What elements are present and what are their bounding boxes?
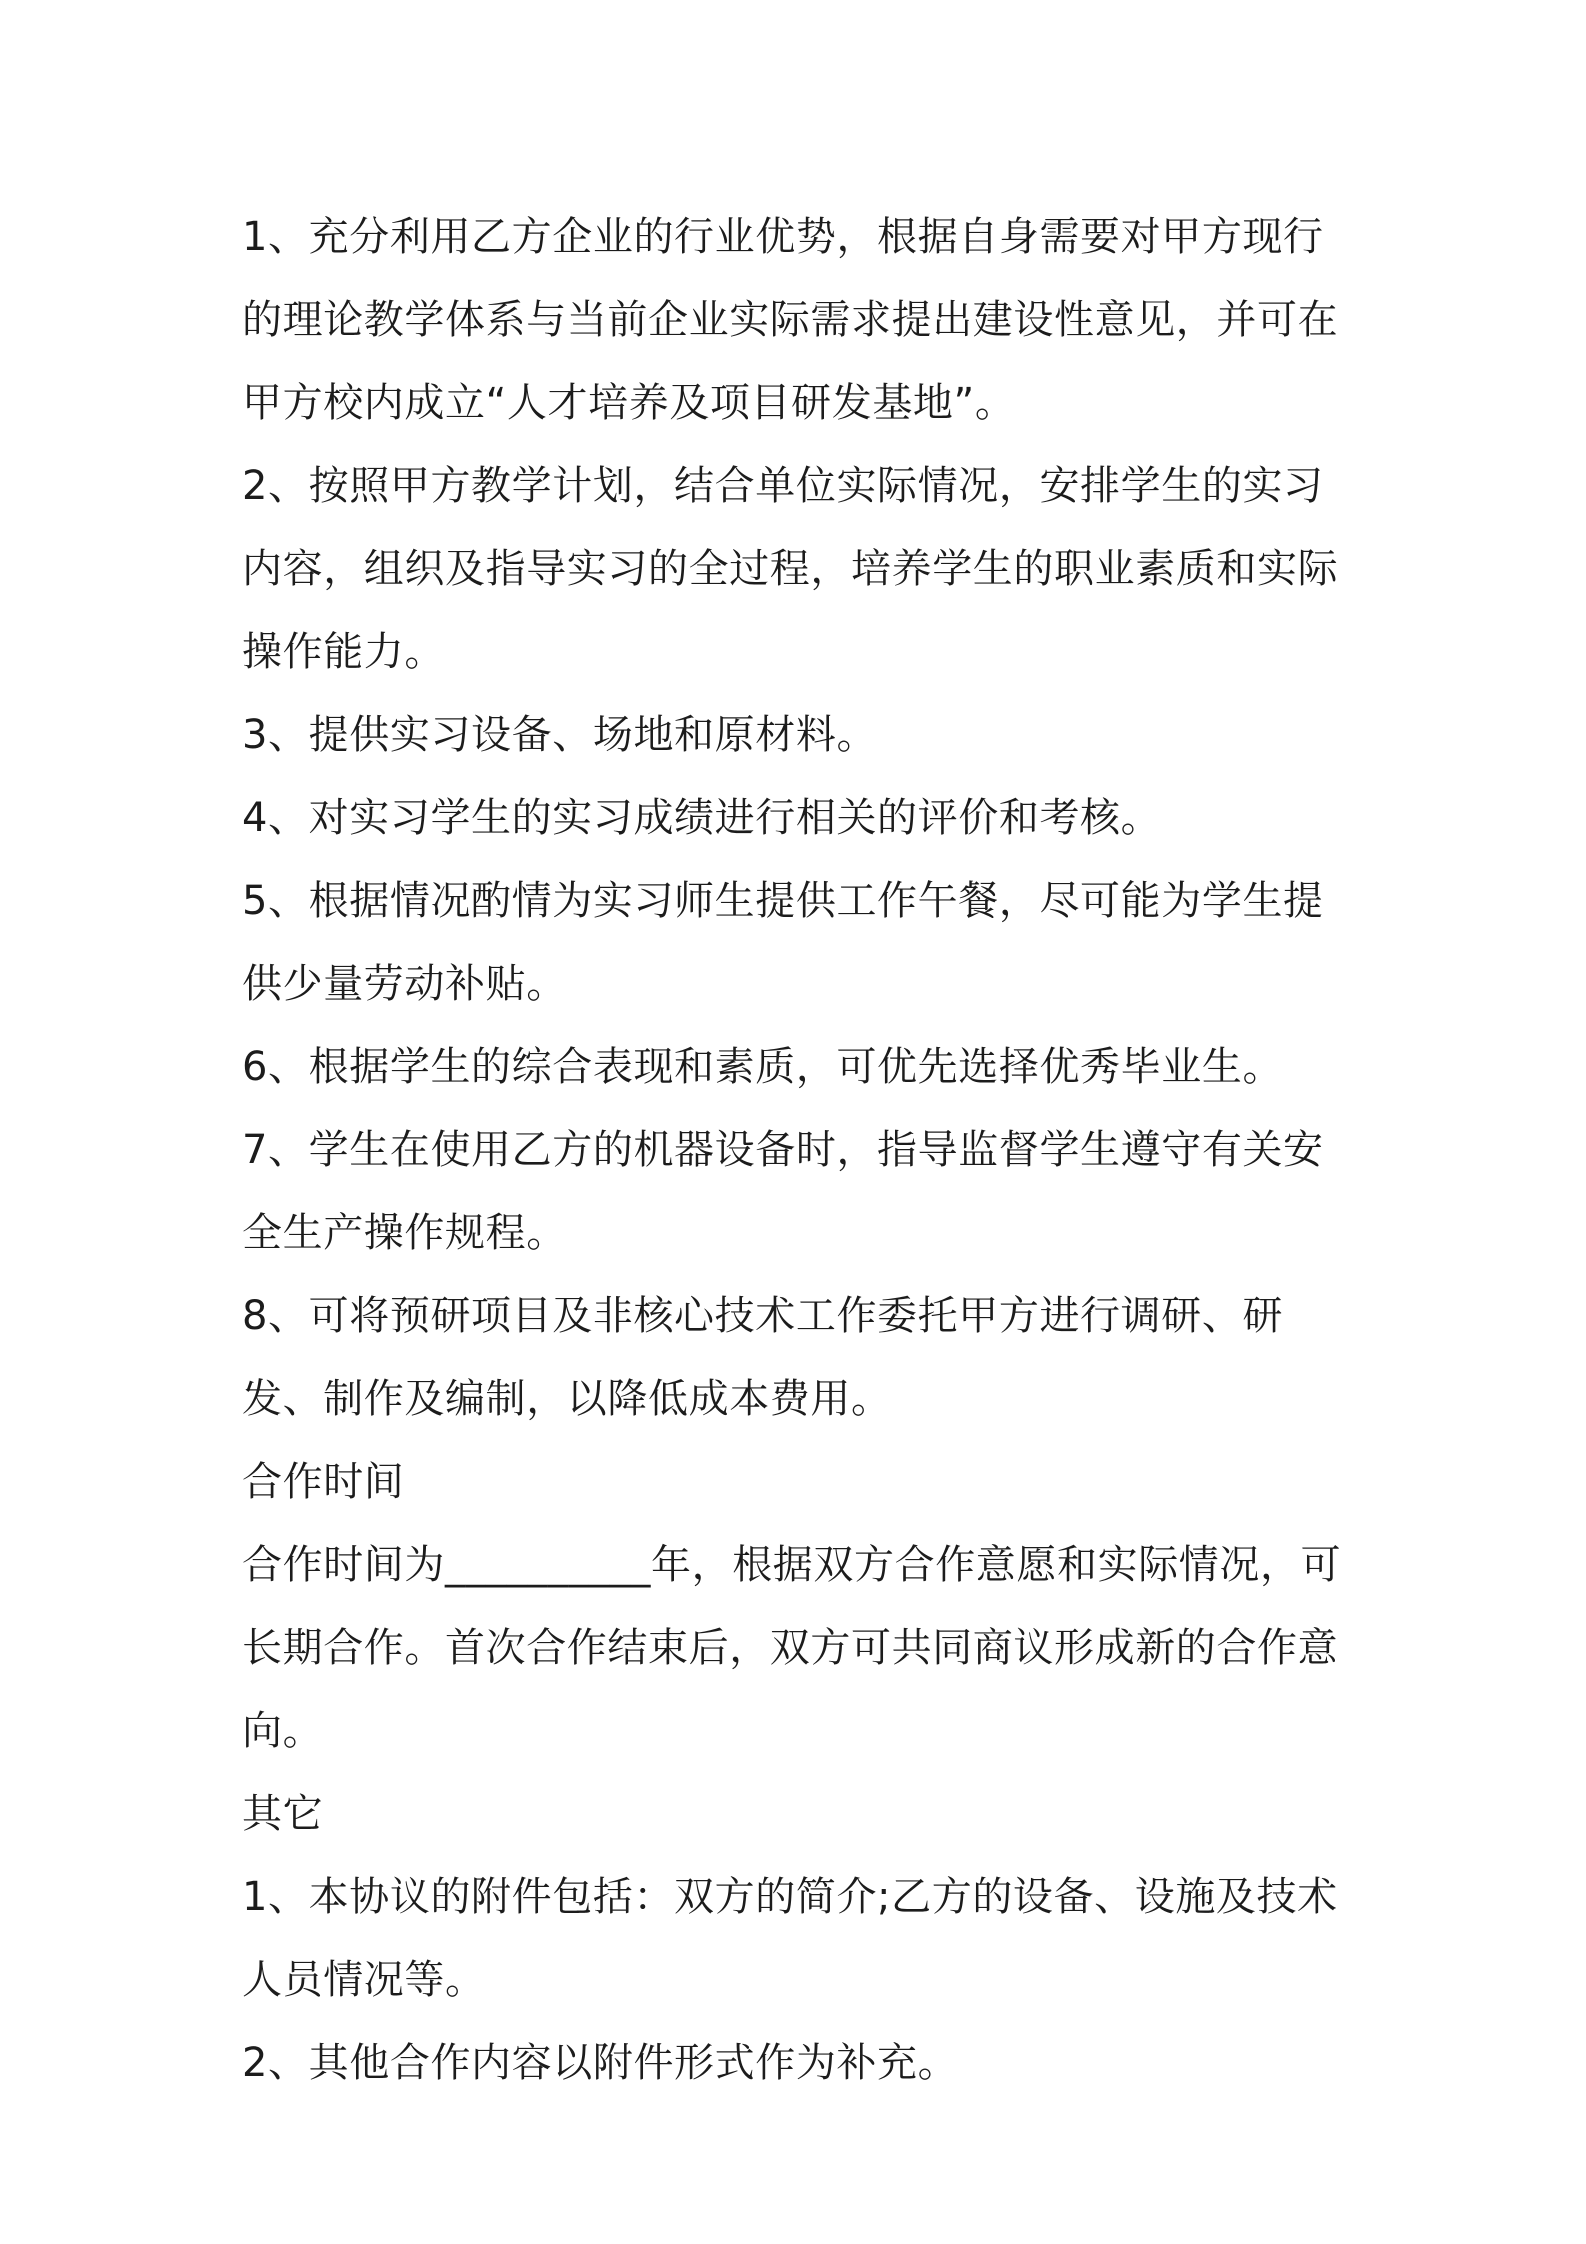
section-heading-other: 其它 [242,1791,324,1837]
paragraph-4: 4、对实习学生的实习成绩进行相关的评价和考核。 [242,795,1162,841]
paragraph-cooperation-time: 合作时间为__________年，根据双方合作意愿和实际情况，可长期合作。首次合作结束后，双方可共同商议形成新的合作意向。 [242,1542,1342,1754]
paragraph-7: 7、学生在使用乙方的机器设备时，指导监督学生遵守有关安全生产操作规程。 [242,1127,1324,1256]
document-body [242,196,1362,2105]
paragraph-other-2: 2、其他合作内容以附件形式作为补充。 [242,2040,959,2086]
paragraph-8: 8、可将预研项目及非核心技术工作委托甲方进行调研、研发、制作及编制，以降低成本费用。 [242,1293,1284,1422]
paragraph-6: 6、根据学生的综合表现和素质，可优先选择优秀毕业生。 [242,1044,1284,1090]
paragraph-5: 5、根据情况酌情为实习师生提供工作午餐，尽可能为学生提供少量劳动补贴。 [242,878,1324,1007]
section-heading-cooperation-time: 合作时间 [242,1459,405,1505]
paragraph-1: 1、充分利用乙方企业的行业优势，根据自身需要对甲方现行的理论教学体系与当前企业实际需求提出建设性意见，并可在甲方校内成立“人才培养及项目研发基地”。 [242,214,1339,426]
paragraph-other-1: 1、本协议的附件包括：双方的简介;乙方的设备、设施及技术人员情况等。 [242,1874,1338,2003]
paragraph-3: 3、提供实习设备、场地和原材料。 [242,712,878,758]
paragraph-2: 2、按照甲方教学计划，结合单位实际情况，安排学生的实习内容，组织及指导实习的全过程，培养学生的职业素质和实际操作能力。 [242,463,1339,675]
